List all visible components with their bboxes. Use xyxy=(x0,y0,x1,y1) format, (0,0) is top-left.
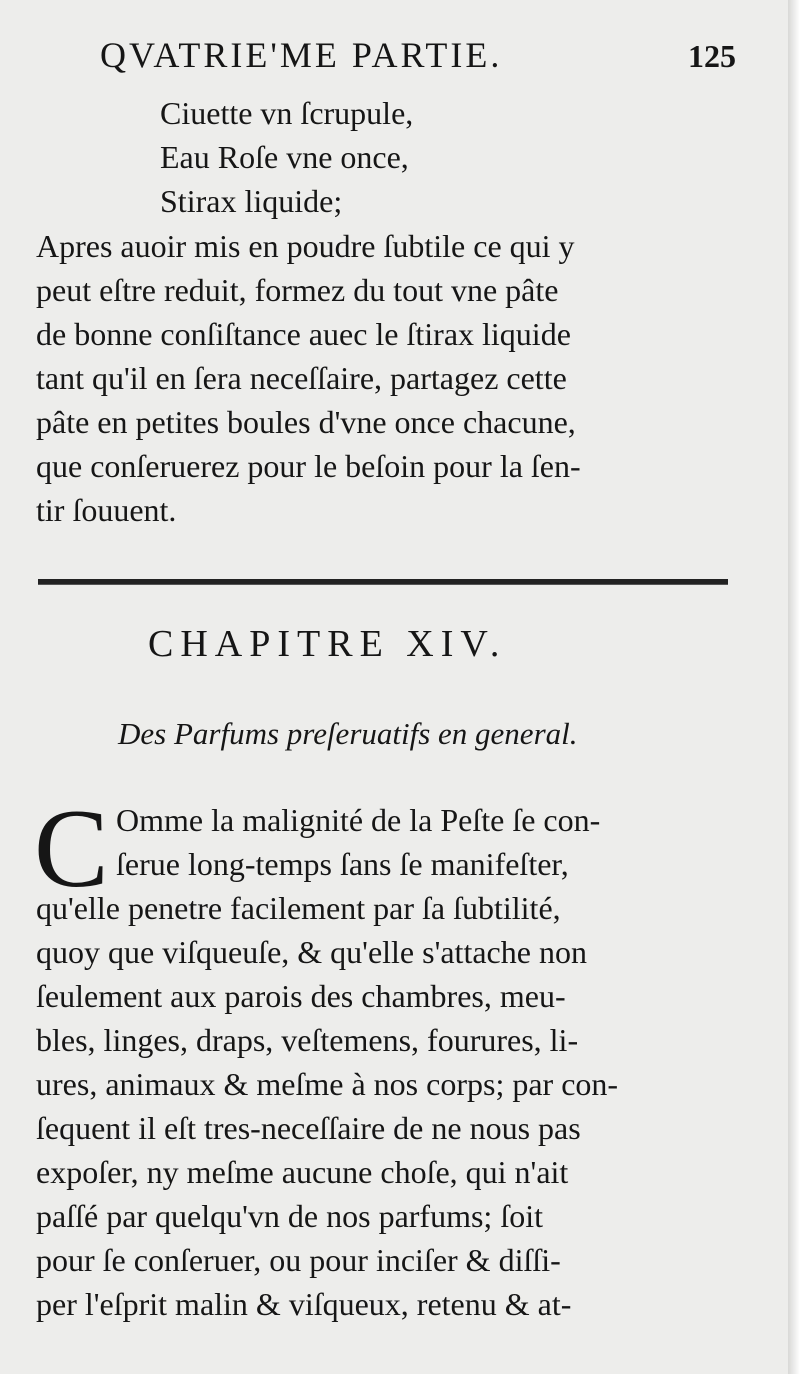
text-line: bles, linges, draps, veſtemens, fourures, li- xyxy=(36,1022,579,1058)
recipe-line: Eau Roſe vne once, xyxy=(160,139,409,175)
text-line: quoy que viſqueuſe, & qu'elle s'attache non xyxy=(36,934,587,970)
text-line: expoſer, ny meſme aucune choſe, qui n'ait xyxy=(36,1154,569,1190)
text-line: Apres auoir mis en poudre ſubtile ce qui y xyxy=(36,228,575,264)
text-line: peut eſtre reduit, formez du tout vne pâte xyxy=(36,272,559,308)
recipe-line: Ciuette vn ſcrupule, xyxy=(160,95,414,131)
text-line: qu'elle penetre facilement par ſa ſubtilité, xyxy=(36,890,561,926)
text-line: tir ſouuent. xyxy=(36,492,177,528)
page-edge xyxy=(788,0,800,1374)
text-line: per l'eſprit malin & viſqueux, retenu & at- xyxy=(36,1286,572,1322)
page-number: 125 xyxy=(688,38,736,74)
text-line: pour ſe conſeruer, ou pour inciſer & diſſi- xyxy=(36,1242,561,1278)
text-line: de bonne conſiſtance auec le ſtirax liquide xyxy=(36,316,571,352)
chapter-title: CHAPITRE XIV. xyxy=(148,623,507,665)
text-line: que conſeruerez pour le beſoin pour la ſen- xyxy=(36,448,581,484)
text-line: ures, animaux & meſme à nos corps; par con- xyxy=(36,1066,619,1102)
text-line: tant qu'il en ſera neceſſaire, partagez cette xyxy=(36,360,567,396)
text-line: paſſé par quelqu'vn de nos parfums; ſoit xyxy=(36,1198,543,1234)
text-line: pâte en petites boules d'vne once chacune, xyxy=(36,404,576,440)
chapter-divider xyxy=(38,579,728,585)
running-head: QVATRIE'ME PARTIE. xyxy=(100,35,503,75)
recipe-line: Stirax liquide; xyxy=(160,183,343,219)
chapter-subtitle: Des Parfums preſeruatifs en general. xyxy=(118,716,578,751)
page-header xyxy=(100,28,740,88)
text-line: ſerue long-temps ſans ſe manifeſter, xyxy=(116,846,569,882)
text-line: ſeulement aux parois des chambres, meu- xyxy=(36,978,566,1014)
text-line: Omme la malignité de la Peſte ſe con- xyxy=(116,802,601,838)
drop-cap: C xyxy=(34,787,109,911)
text-line: ſequent il eſt tres-neceſſaire de ne nous pas xyxy=(36,1110,581,1146)
